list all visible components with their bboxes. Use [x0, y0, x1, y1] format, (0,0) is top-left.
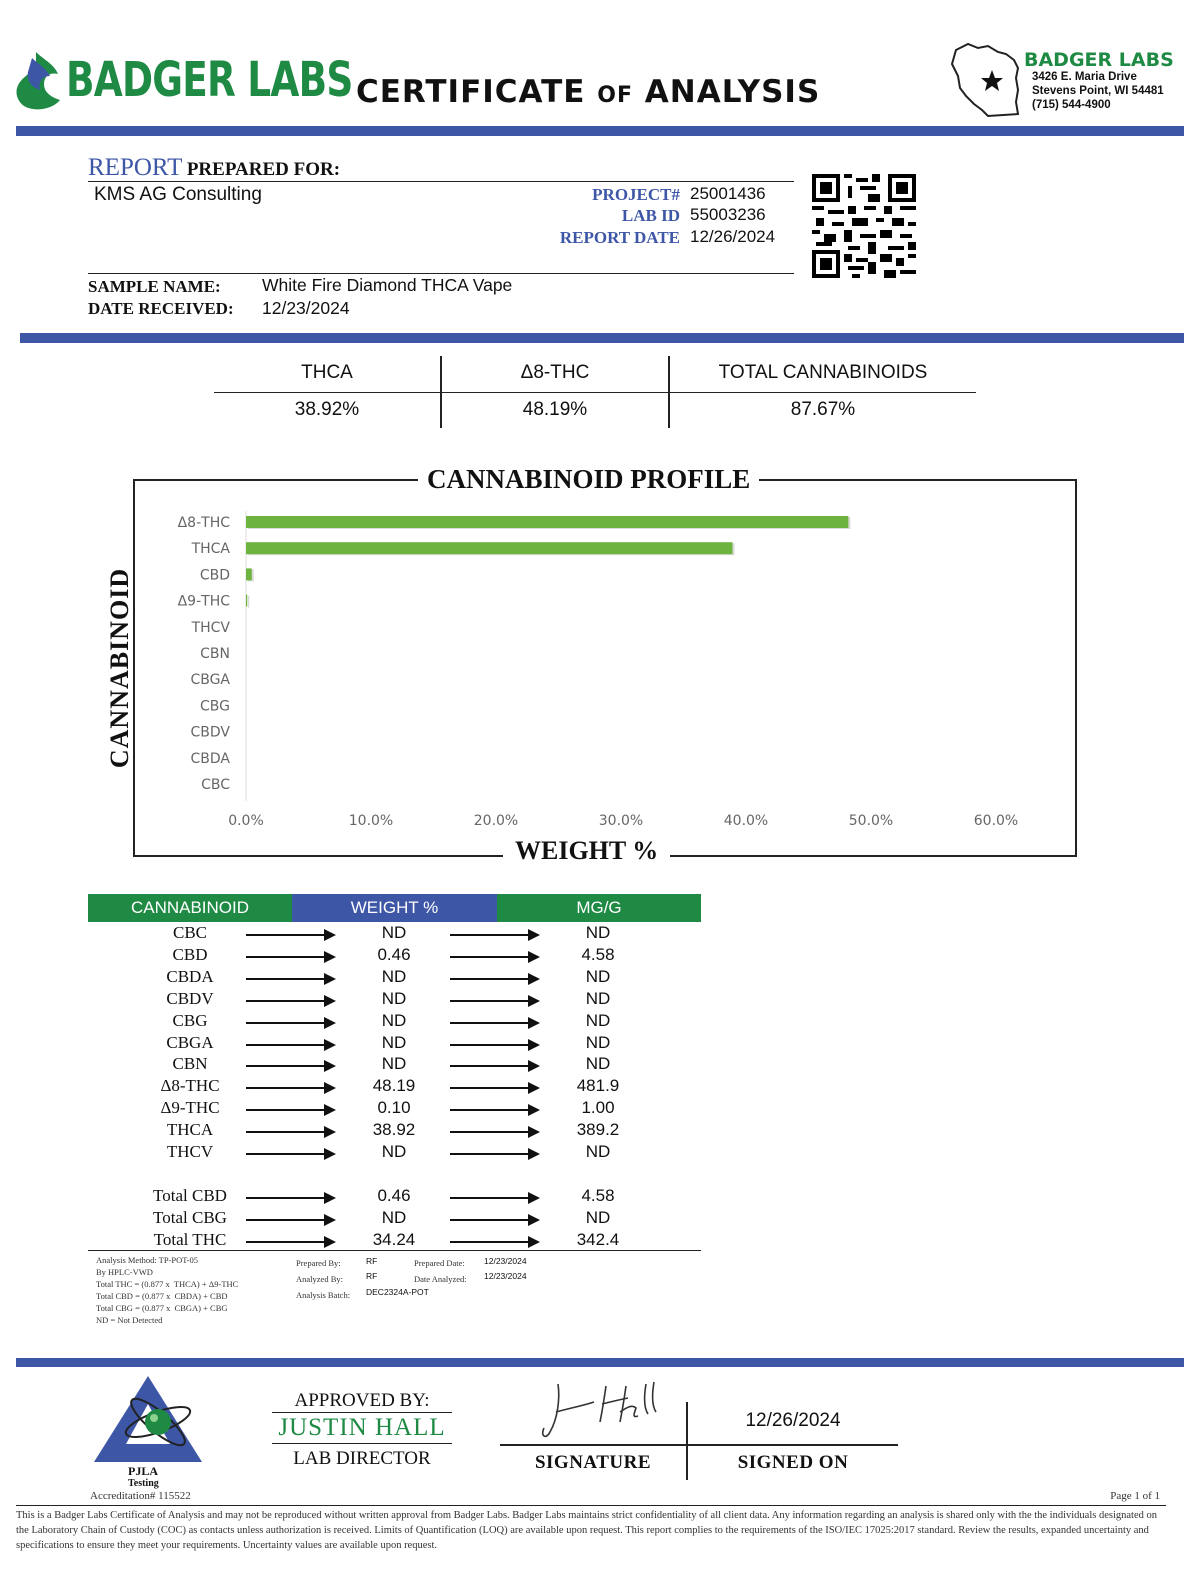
total-row-weight: 0.46 [377, 1186, 411, 1205]
header-divider [16, 126, 1184, 136]
signature-image [536, 1378, 666, 1444]
prepared-date-value: 12/23/2024 [484, 1256, 527, 1266]
chart-category-label: Δ8-THC [177, 515, 230, 531]
chart-category-label: CBDA [190, 750, 230, 767]
table-row-name: THCV [166, 1142, 214, 1161]
summary-value-thca: 38.92% [294, 399, 360, 420]
row-arrow [246, 1044, 334, 1046]
signature-label: SIGNATURE [534, 1452, 652, 1473]
table-row-weight: 0.46 [377, 944, 411, 964]
chart-category-label: Δ9-THC [177, 593, 230, 610]
row-arrow [246, 1022, 334, 1024]
summary-header-thca: THCA [301, 362, 353, 383]
chart-bar [246, 568, 252, 580]
analyzed-date-label: Date Analyzed: [414, 1274, 467, 1284]
address-lab-name: BADGER LABS [1024, 49, 1174, 71]
table-row-name: CBC [172, 923, 208, 942]
row-arrow [246, 934, 334, 936]
table-bottom-rule [88, 1250, 701, 1251]
row-arrow [246, 1219, 334, 1221]
approved-by-label: APPROVED BY: [294, 1390, 430, 1411]
table-row-name: CBGA [166, 1032, 214, 1052]
table-row-mgg: ND [585, 923, 611, 942]
table-row-name: THCA [166, 1120, 214, 1140]
summary-rule [214, 392, 976, 393]
analyzed-by-value: RF [366, 1271, 378, 1281]
table-row-name: Δ9-THC [160, 1098, 220, 1118]
sample-name-value: White Fire Diamond THCA Vape [262, 275, 513, 295]
row-arrow [246, 956, 334, 958]
summary-header-total: TOTAL CANNABINOIDS [718, 362, 928, 383]
chart-x-tick-label: 40.0% [723, 813, 769, 829]
table-row-mgg: 481.9 [576, 1076, 620, 1096]
director-name: JUSTIN HALL [278, 1414, 446, 1441]
table-row-mgg: 4.58 [581, 944, 615, 964]
row-arrow [246, 978, 334, 980]
total-row-name: Total THC [153, 1229, 227, 1249]
row-arrow [450, 1065, 538, 1067]
chart-category-label: CBGA [190, 672, 230, 689]
table-row-weight: 38.92 [372, 1120, 416, 1140]
table-row-weight: ND [381, 1032, 407, 1052]
labid-value: 55003236 [690, 205, 766, 224]
chart-x-tick-label: 30.0% [598, 813, 644, 829]
footer-divider [16, 1358, 1184, 1367]
chart-x-tick-label: 20.0% [473, 813, 519, 829]
summary-value-total: 87.67% [790, 399, 856, 420]
chart-bar [246, 516, 848, 528]
row-arrow [450, 1197, 538, 1199]
table-row-weight: ND [381, 1054, 407, 1074]
address-phone: (715) 544-4900 [1032, 99, 1111, 111]
row-arrow [450, 956, 538, 958]
row-arrow [450, 1022, 538, 1024]
accreditation-number: Accreditation# 115522 [90, 1490, 191, 1502]
director-role: LAB DIRECTOR [293, 1448, 431, 1469]
total-row-mgg: ND [585, 1207, 611, 1227]
signed-date: 12/26/2024 [745, 1410, 841, 1431]
document-title: CERTIFICATE OF ANALYSIS [356, 74, 821, 110]
row-arrow [450, 1109, 538, 1111]
total-row-weight: ND [381, 1207, 407, 1227]
row-arrow [246, 1065, 334, 1067]
total-row-mgg: 342.4 [576, 1229, 620, 1249]
chart-x-tick-label: 0.0% [228, 813, 264, 829]
total-row-name: Total CBD [153, 1186, 227, 1205]
address-city: Stevens Point, WI 54481 [1032, 85, 1164, 97]
chart-category-label: CBG [200, 698, 230, 715]
chart-category-label: CBC [201, 777, 230, 793]
chart-x-tick-label: 10.0% [348, 813, 394, 829]
footer-rule [16, 1505, 1166, 1506]
row-arrow [246, 1241, 334, 1243]
table-row-weight: ND [381, 988, 407, 1008]
row-arrow [246, 1153, 334, 1155]
chart-y-axis-label: CANNABINOID [105, 567, 134, 769]
prepared-date-label: Prepared Date: [414, 1258, 465, 1268]
badger-labs-logo-icon [14, 50, 64, 112]
row-arrow [450, 1241, 538, 1243]
total-row-mgg: 4.58 [581, 1186, 615, 1205]
chart-category-label: CBDV [190, 724, 230, 741]
page-number: Page 1 of 1 [1110, 1490, 1160, 1502]
chart-bar-shadow [248, 596, 249, 608]
table-row-mgg: ND [585, 1032, 611, 1052]
summary-separator [668, 356, 670, 428]
pjla-logo-icon [92, 1374, 204, 1464]
table-row-weight: ND [381, 966, 407, 986]
summary-header-d8thc: Δ8-THC [520, 362, 590, 383]
table-header-cannabinoid: CANNABINOID [88, 894, 292, 922]
table-row-mgg: 1.00 [581, 1098, 615, 1118]
row-arrow [450, 1000, 538, 1002]
cannabinoid-profile-chart [140, 505, 1060, 835]
client-name: KMS AG Consulting [94, 184, 262, 205]
pjla-label: PJLA [128, 1464, 158, 1478]
row-arrow [246, 1197, 334, 1199]
report-prepared-heading: REPORT PREPARED FOR: [88, 154, 341, 181]
sample-name-label: SAMPLE NAME: [88, 277, 221, 296]
table-row-mgg: ND [585, 1054, 611, 1074]
report-date-value: 12/26/2024 [690, 227, 776, 246]
signed-on-label: SIGNED ON [737, 1452, 849, 1473]
report-date-label: REPORT DATE [559, 228, 680, 247]
table-row-mgg: ND [585, 1142, 611, 1161]
row-arrow [246, 1109, 334, 1111]
table-row-weight: ND [381, 923, 407, 942]
row-arrow [450, 1044, 538, 1046]
table-row-weight: ND [381, 1142, 407, 1161]
director-rule [272, 1443, 452, 1444]
address-street: 3426 E. Maria Drive [1032, 71, 1137, 83]
chart-category-label: THCV [191, 619, 230, 636]
qr-code-icon [812, 174, 916, 278]
table-row-weight: 0.10 [377, 1098, 411, 1118]
prepared-by-label: Prepared By: [296, 1258, 341, 1268]
table-row-mgg: ND [585, 966, 611, 986]
sample-divider [88, 273, 794, 274]
chart-category-label: CBD [199, 567, 230, 584]
labid-label: LAB ID [621, 206, 680, 225]
summary-separator [440, 356, 442, 428]
table-row-name: CBDA [166, 966, 214, 986]
total-row-weight: 34.24 [372, 1229, 416, 1249]
pjla-testing: Testing [128, 1478, 159, 1489]
table-row-name: CBG [172, 1010, 208, 1030]
table-row-name: CBN [172, 1054, 208, 1074]
chart-title: CANNABINOID PROFILE [418, 464, 759, 495]
analyzed-date-value: 12/23/2024 [484, 1271, 527, 1281]
table-row-name: CBDV [166, 988, 214, 1008]
chart-bar [246, 595, 247, 607]
approved-by-rule [272, 1412, 452, 1413]
table-row-name: Δ8-THC [160, 1076, 220, 1096]
summary-value-d8thc: 48.19% [522, 399, 588, 420]
analyzed-by-label: Analyzed By: [296, 1274, 343, 1284]
row-arrow [450, 1087, 538, 1089]
wisconsin-map-icon [948, 40, 1024, 120]
method-notes: Analysis Method: TP-POT-05 By HPLC-VWD Total THC = (0.877 x THCA) + Δ9-THC Total CBD = (0.877 x CBDA) + CBD Total CBG = (0.877 x CBGA) + CBG ND = Not Detected [96, 1255, 239, 1325]
batch-label: Analysis Batch: [296, 1290, 351, 1300]
prepared-by-value: RF [366, 1256, 378, 1266]
summary-table [214, 356, 976, 428]
chart-x-tick-label: 50.0% [848, 813, 894, 829]
table-row-weight: ND [381, 1010, 407, 1030]
row-arrow [246, 1000, 334, 1002]
table-row-name: CBD [172, 944, 208, 964]
section-divider [20, 333, 1184, 343]
project-label: PROJECT# [592, 185, 680, 204]
brand-name: BADGER LABS [66, 52, 353, 108]
batch-value: DEC2324A-POT [366, 1287, 429, 1297]
chart-category-label: THCA [191, 541, 230, 558]
chart-x-tick-label: 60.0% [973, 813, 1019, 829]
lab-address [1024, 50, 1174, 112]
disclaimer: This is a Badger Labs Certificate of Analysis and may not be reproduced without written approval from Badger Labs. Badger Labs maintains strict confidentiality of all client data. Any information regarding an analysis is shared only with the the individuals designated on the Laboratory Chain of Custody (COC) as contacts unless authorization is received. Limits of Quantification (LOQ) are available upon request. This report complies to the requirements of the ISO/IEC 17025:2017 standard. Review the results, expanded uncertainty and specifications to ensure they meet your requirements. Uncertainty values are available upon request. [16, 1510, 1157, 1551]
table-row-mgg: ND [585, 1010, 611, 1030]
row-arrow [246, 1131, 334, 1133]
row-arrow [450, 978, 538, 980]
table-row-mgg: 389.2 [576, 1120, 620, 1140]
row-arrow [246, 1087, 334, 1089]
total-row-name: Total CBG [153, 1207, 227, 1227]
table-row-mgg: ND [585, 988, 611, 1008]
table-header-mgg: MG/G [497, 894, 701, 922]
row-arrow [450, 1153, 538, 1155]
row-arrow [450, 1219, 538, 1221]
chart-category-label: CBN [200, 646, 230, 662]
row-arrow [450, 1131, 538, 1133]
chart-bar [246, 542, 733, 554]
table-header-weight: WEIGHT % [292, 894, 497, 922]
report-underline [88, 181, 794, 182]
project-value: 25001436 [690, 184, 766, 203]
signature-rule [500, 1444, 898, 1446]
date-received-value: 12/23/2024 [262, 298, 350, 318]
chart-x-axis-label: WEIGHT % [503, 836, 670, 866]
row-arrow [450, 934, 538, 936]
date-received-label: DATE RECEIVED: [88, 299, 234, 318]
table-row-weight: 48.19 [372, 1076, 416, 1096]
